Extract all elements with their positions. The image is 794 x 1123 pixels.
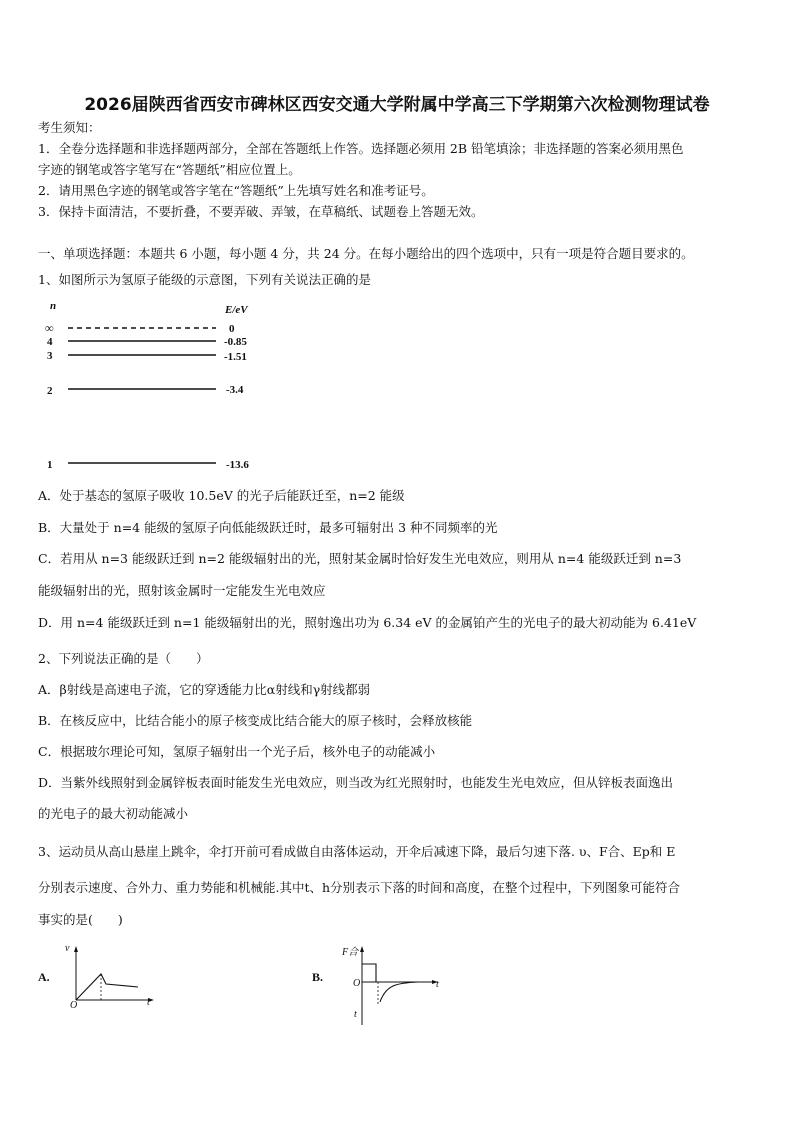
notice-item: 1．全卷分选择题和非选择题两部分，全部在答题纸上作答。选择题必须用 2B 铅笔填涂；非选择题的答案必须用黑色 bbox=[38, 141, 684, 156]
y-axis-label: F合 bbox=[342, 947, 359, 958]
question-2-stem: 2、下列说法正确的是（ ） bbox=[38, 651, 209, 666]
x-axis-label: t bbox=[436, 979, 439, 990]
level-energy-label: -0.85 bbox=[224, 336, 247, 348]
origin-label: O bbox=[70, 1000, 78, 1011]
level-n-label: ∞ bbox=[45, 321, 54, 335]
level-energy-label: -3.4 bbox=[226, 384, 244, 396]
question-3-stem: 3、运动员从高山悬崖上跳伞，伞打开前可看成做自由落体运动，开伞后减速下降，最后匀速下落. υ、F合、Ep和 E bbox=[38, 844, 676, 859]
question-3-stem: 事实的是( ) bbox=[38, 912, 123, 927]
level-energy-label: -13.6 bbox=[226, 459, 249, 471]
option-label: A. bbox=[38, 970, 50, 984]
n-axis-label: n bbox=[50, 300, 57, 312]
notice-item: 3．保持卡面清洁，不要折叠，不要弄破、弄皱，在草稿纸、试题卷上答题无效。 bbox=[38, 204, 484, 219]
level-n-label: 1 bbox=[47, 459, 53, 471]
question-2-option-d: D．当紫外线照射到金属锌板表面时能发生光电效应，则当改为红光照射时，也能发生光电效应，但从锌板表面逸出 bbox=[38, 775, 674, 790]
question-3-stem: 分别表示速度、合外力、重力势能和机械能.其中t、h分别表示下落的时间和高度，在整个过程中，下列图象可能符合 bbox=[38, 880, 681, 895]
level-energy-label: 0 bbox=[229, 323, 235, 335]
question-1-option-a: A．处于基态的氢原子吸收 10.5eV 的光子后能跃迁至，n=2 能级 bbox=[38, 488, 405, 503]
question-1-option-c-cont: 能级辐射出的光，照射该金属时一定能发生光电效应 bbox=[38, 583, 326, 598]
question-1-option-b: B．大量处于 n=4 能级的氢原子向低能级跃迁时，最多可辐射出 3 种不同频率的光 bbox=[38, 520, 498, 535]
question-1-option-c: C．若用从 n=3 能级跃迁到 n=2 能级辐射出的光，照射某金属时恰好发生光电效应，则用从 n=4 能级跃迁到 n=3 bbox=[38, 551, 682, 566]
y-axis-label: v bbox=[65, 943, 70, 954]
level-n-label: 4 bbox=[47, 336, 53, 348]
question-2-option-a: A．β射线是高速电子流，它的穿透能力比α射线和γ射线都弱 bbox=[38, 682, 371, 697]
page-title: 2026届陕西省西安市碑林区西安交通大学附属中学高三下学期第六次检测物理试卷 bbox=[84, 95, 710, 115]
question-2-option-b: B．在核反应中，比结合能小的原子核变成比结合能大的原子核时，会释放核能 bbox=[38, 713, 473, 728]
section-heading: 一、单项选择题：本题共 6 小题，每小题 4 分，共 24 分。在每小题给出的四个选项中，只有一项是符合题目要求的。 bbox=[38, 246, 694, 261]
option-label: B. bbox=[312, 970, 324, 984]
question-1-option-d: D．用 n=4 能级跃迁到 n=1 能级辐射出的光，照射逸出功为 6.34 eV 的金属铂产生的光电子的最大初动能为 6.41eV bbox=[38, 615, 697, 630]
notice-item: 2．请用黑色字迹的钢笔或答字笔在“答题纸”上先填写姓名和准考证号。 bbox=[38, 183, 434, 198]
question-2-option-c: C．根据玻尔理论可知，氢原子辐射出一个光子后，核外电子的动能减小 bbox=[38, 744, 436, 759]
notice-heading: 考生须知： bbox=[38, 120, 101, 135]
x-axis-label: t bbox=[147, 997, 150, 1008]
level-n-label: 3 bbox=[47, 350, 53, 362]
axis-mark-label: t bbox=[354, 1009, 357, 1020]
origin-label: O bbox=[353, 978, 361, 989]
level-energy-label: -1.51 bbox=[224, 351, 247, 363]
question-2-option-d-cont: 的光电子的最大初动能减小 bbox=[38, 806, 189, 821]
notice-item: 字迹的钢笔或答字笔写在“答题纸”相应位置上。 bbox=[38, 162, 301, 177]
question-1-stem: 1、如图所示为氢原子能级的示意图，下列有关说法正确的是 bbox=[38, 272, 371, 287]
level-n-label: 2 bbox=[47, 385, 53, 397]
energy-axis-label: E/eV bbox=[225, 304, 248, 316]
